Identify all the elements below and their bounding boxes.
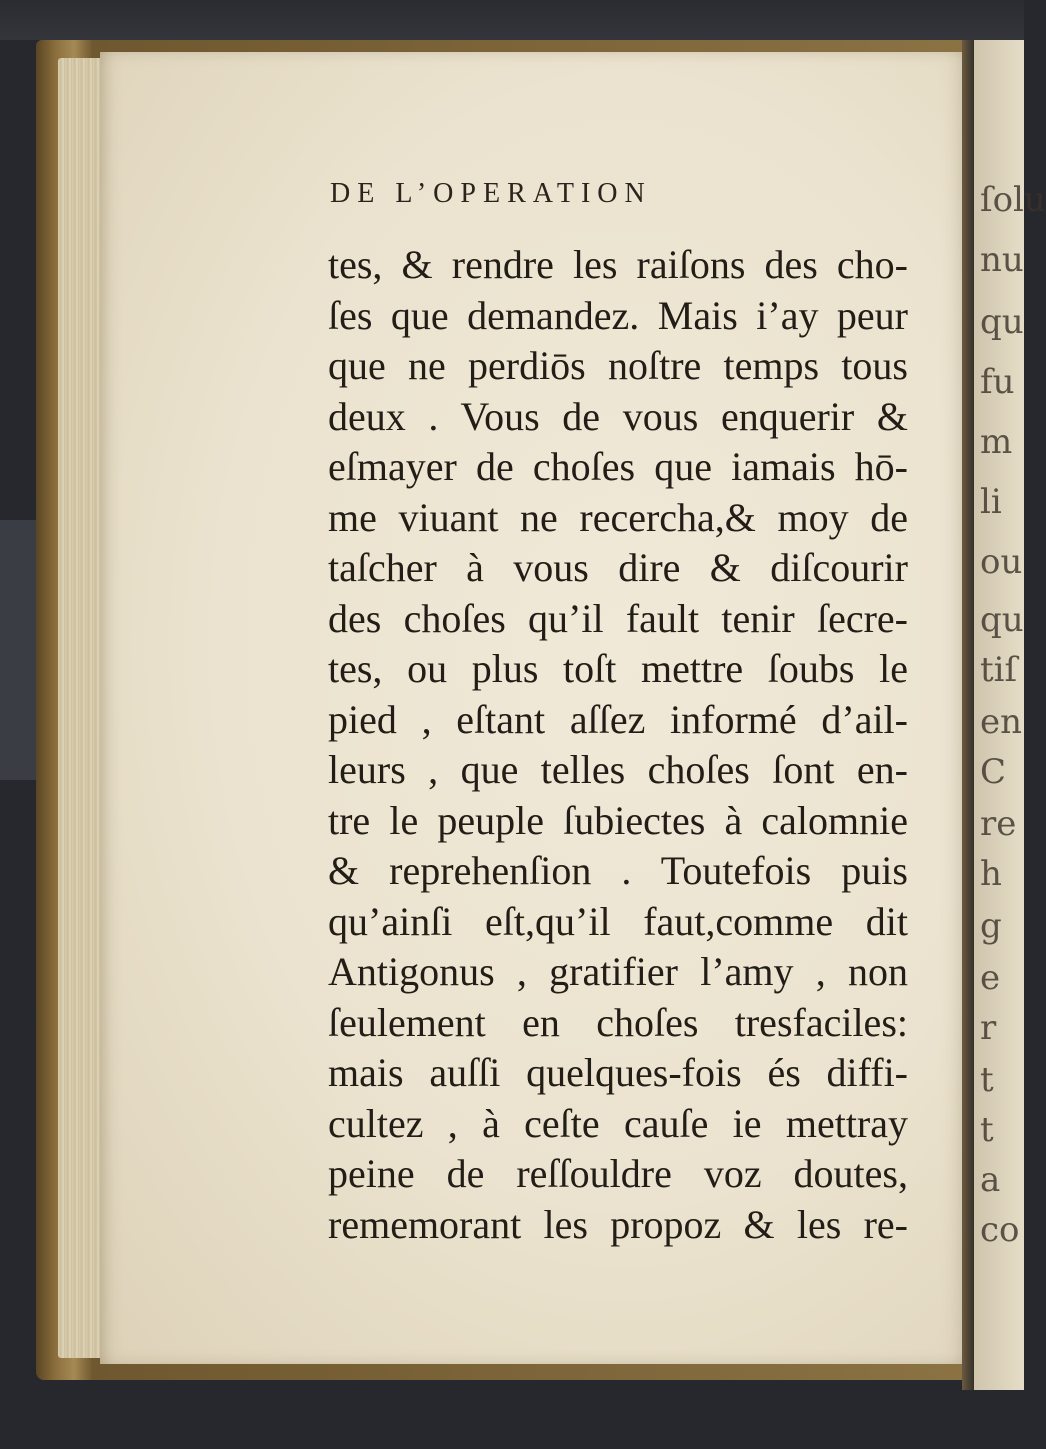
facing-page-text: fu <box>980 362 1015 402</box>
text-line: & reprehenſion . Toutefois puis <box>328 848 908 893</box>
scan-background-strip <box>0 520 40 780</box>
text-line: qu’ainſi eſt,qu’il faut,comme dit <box>328 898 908 944</box>
facing-page-text: t <box>980 1060 994 1100</box>
text-line: eſmayer de choſes que iamais hō- <box>328 444 908 489</box>
facing-page-text: tiſ <box>980 650 1018 690</box>
scan-background-top <box>0 0 1024 40</box>
facing-page-text: co <box>980 1210 1020 1250</box>
facing-page-text: qu <box>980 302 1024 342</box>
facing-page-text: ou <box>980 542 1023 582</box>
facing-page-text: m <box>980 422 1013 462</box>
facing-page-text: a <box>980 1160 1001 1200</box>
text-line: ſeulement en choſes tresfaciles: <box>328 999 908 1045</box>
text-line: rememorant les propoz & les re- <box>328 1201 908 1247</box>
facing-page-text: re <box>980 804 1017 844</box>
text-line: tes, & rendre les raiſons des cho- <box>328 242 908 287</box>
facing-page-fragment <box>974 40 1046 1390</box>
text-line: que ne perdiōs noſtre temps tous <box>328 343 908 388</box>
text-line: taſcher à vous dire & diſcourir <box>328 545 908 590</box>
text-line: tre le peuple ſubiectes à calomnie <box>328 797 908 843</box>
text-line: deux . Vous de vous enquerir & <box>328 393 908 439</box>
facing-page-text: h <box>980 854 1002 894</box>
facing-page-text: t <box>980 1110 994 1150</box>
facing-page-text: g <box>980 906 1002 946</box>
text-line: mais auſſi quelques-fois és diffi- <box>328 1050 908 1095</box>
text-line: pied , eſtant aſſez informé d’ail- <box>328 696 908 742</box>
text-line: tes, ou plus toſt mettre ſoubs le <box>328 646 908 691</box>
text-line: ſes que demandez. Mais i’ay peur <box>328 292 908 338</box>
facing-page-text: li <box>980 482 1002 522</box>
body-text <box>328 240 908 1250</box>
text-line: peine de reſſouldre voz doutes, <box>328 1151 908 1196</box>
facing-page-text: qu <box>980 600 1024 640</box>
facing-page-text: en <box>980 702 1023 742</box>
text-line: leurs , que telles choſes ſont en- <box>328 747 908 792</box>
facing-page-text: nu <box>980 240 1024 280</box>
text-line: cultez , à ceſte cauſe ie mettray <box>328 1100 908 1146</box>
facing-page-text: C <box>980 752 1007 792</box>
facing-page-text: r <box>980 1008 997 1048</box>
text-line: Antigonus , gratifier l’amy , non <box>328 949 908 994</box>
facing-page-text: ſolu <box>980 180 1046 220</box>
text-line: des choſes qu’il fault tenir ſecre- <box>328 595 908 641</box>
running-head: DE L’OPERATION <box>330 178 652 209</box>
text-line: me viuant ne recercha,& moy de <box>328 494 908 540</box>
facing-page-text: e <box>980 958 1001 998</box>
